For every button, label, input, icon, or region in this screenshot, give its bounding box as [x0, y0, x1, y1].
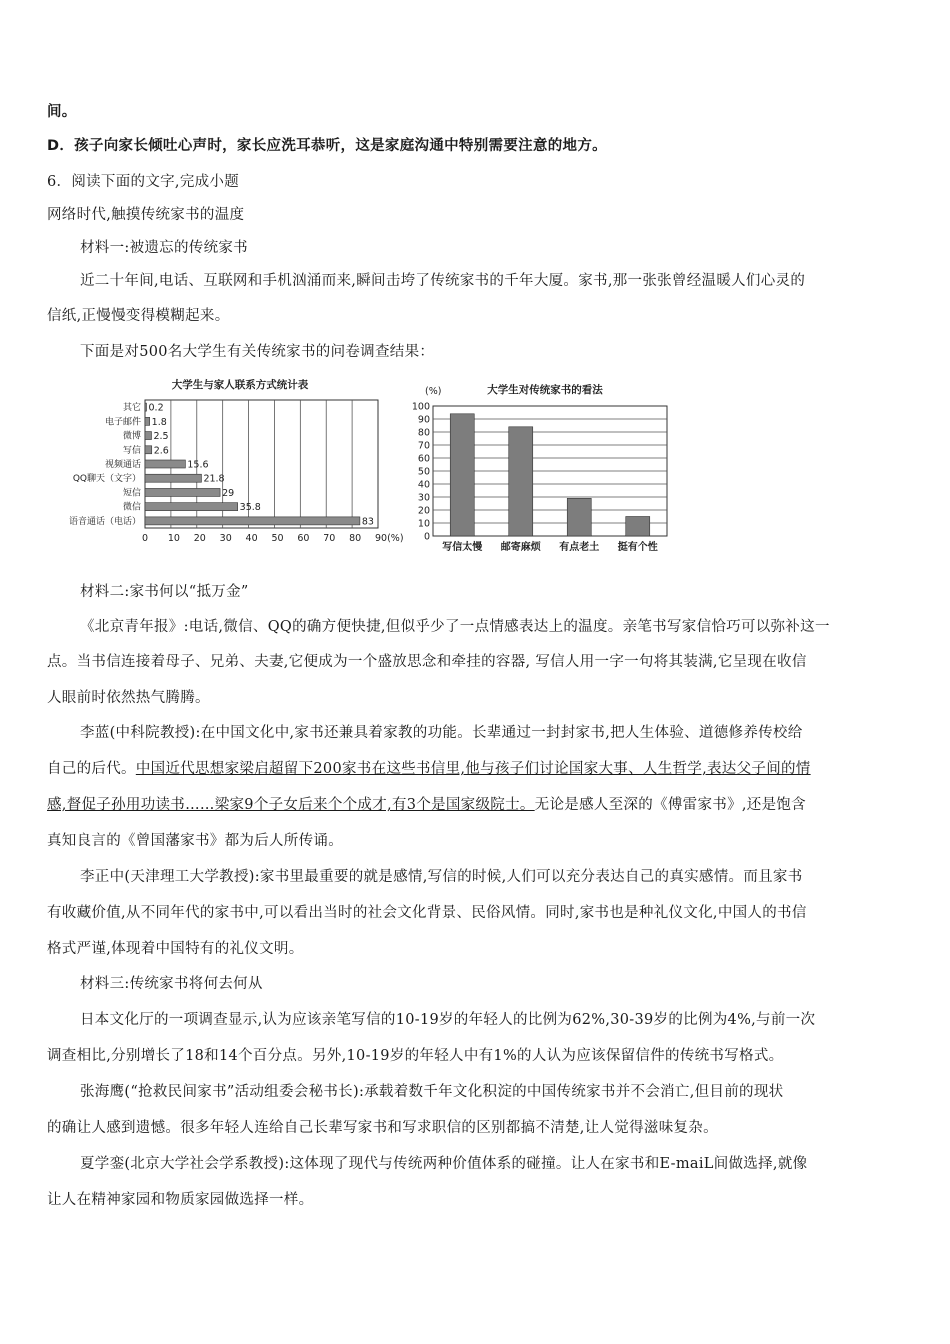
bar — [145, 474, 201, 482]
data-label: 29 — [222, 487, 235, 499]
x-tick-label: 20 — [193, 533, 206, 544]
y-tick-label: 60 — [417, 453, 430, 465]
material2-para-line — [47, 795, 907, 815]
y-axis-label: (%) — [425, 386, 442, 397]
category-label: 其它 — [122, 403, 141, 414]
bar — [626, 517, 650, 537]
bar — [145, 417, 150, 425]
bar — [145, 517, 360, 525]
x-tick-label: 60 — [297, 533, 310, 544]
material2-para-line: 真知良言的《曾国藩家书》都为后人所传诵。 — [47, 833, 343, 849]
bar — [450, 414, 474, 536]
bar — [145, 503, 238, 511]
x-tick-label: 0 — [142, 533, 149, 544]
x-tick-label: 10 — [167, 533, 180, 544]
material2-heading: 材料二:家书何以“抵万金” — [80, 584, 249, 600]
material2-para-line: 点。当书信连接着母子、兄弟、夫妻,它便成为一个盛放思念和牵挂的容器, 写信人用一字一句将其装满,它呈现在收信 — [47, 654, 807, 670]
underlined-text: 感,督促子孙用功读书……梁家9个子女后来个个成才,有3个是国家级院士。 — [47, 797, 535, 813]
bar — [145, 432, 151, 440]
data-label: 83 — [361, 516, 374, 528]
material2-para-line — [47, 759, 907, 779]
material1-heading: 材料一:被遗忘的传统家书 — [80, 240, 248, 256]
bar — [145, 460, 185, 468]
category-label: 写信太慢 — [442, 542, 483, 553]
plain-text: 无论是感人至深的《傅雷家书》,还是饱含 — [534, 797, 806, 813]
bar — [145, 403, 147, 411]
material2-para-line: 人眼前时依然热气腾腾。 — [47, 690, 210, 706]
x-tick-label: 30 — [219, 533, 232, 544]
category-label: 写信 — [122, 445, 141, 456]
material1-para-line: 信纸,正慢慢变得模糊起来。 — [47, 308, 230, 324]
material2-para-line: 有收藏价值,从不同年代的家书中,可以看出当时的社会文化背景、民俗风情。同时,家书也是种礼仪文化,中国人的书信 — [47, 905, 807, 921]
category-label: 微信 — [122, 502, 141, 513]
x-tick-label: 40 — [245, 533, 258, 544]
material1-para-line: 近二十年间,电话、互联网和手机汹涌而来,瞬间击垮了传统家书的千年大厦。家书,那一张张曾经温暖人们心灵的 — [80, 273, 806, 289]
bar — [145, 488, 220, 496]
question-title: 6．阅读下面的文字,完成小题 — [47, 174, 240, 190]
opinion-chart — [405, 378, 680, 556]
x-tick-label: 70 — [323, 533, 336, 544]
x-tick-label: 90(%) — [375, 533, 404, 544]
y-tick-label: 50 — [417, 466, 430, 478]
category-label: 微博 — [122, 431, 141, 442]
data-label: 21.8 — [203, 473, 225, 485]
material3-para-line: 调查相比,分别增长了18和14个百分点。另外,10-19岁的年轻人中有1%的人认为应该保留信件的传统书写格式。 — [47, 1048, 784, 1064]
material3-para-line: 日本文化厅的一项调查显示,认为应该亲笔写信的10-19岁的年轻人的比例为62%,30-39岁的比例为4%,与前一次 — [80, 1012, 816, 1028]
data-label: 1.8 — [151, 416, 167, 428]
bar — [567, 498, 591, 536]
y-tick-label: 30 — [417, 492, 430, 504]
material2-para-line: 李正中(天津理工大学教授):家书里最重要的就是感情,写信的时候,人们可以充分表达自己的真实感情。而且家书 — [80, 869, 803, 885]
category-label: QQ聊天（文字） — [72, 474, 141, 485]
material2-para-line: 格式严谨,体现着中国特有的礼仪文明。 — [47, 941, 304, 957]
material3-para-line: 的确让人感到遗憾。很多年轻人连给自己长辈写家书和写求职信的区别都搞不清楚,让人觉得滋味复杂。 — [47, 1120, 718, 1136]
data-label: 2.6 — [153, 445, 169, 457]
survey-intro: 下面是对500名大学生有关传统家书的问卷调查结果： — [80, 344, 435, 360]
material3-heading: 材料三:传统家书将何去何从 — [80, 976, 263, 992]
data-label: 15.6 — [187, 459, 209, 471]
material2-para-line: 李蓝(中科院教授):在中国文化中,家书还兼具着家教的功能。长辈通过一封封家书,把人生体验、道德修养传校给 — [80, 725, 803, 741]
y-tick-label: 20 — [417, 505, 430, 517]
y-tick-label: 10 — [417, 518, 430, 530]
bar — [509, 427, 533, 536]
category-label: 电子邮件 — [104, 417, 141, 428]
underlined-text: 中国近代思想家梁启超留下200家书在这些书信里,他与孩子们讨论国家大事、人生哲学,表达父子间的情 — [135, 761, 811, 777]
data-label: 2.5 — [153, 431, 169, 443]
material3-para-line: 让人在精神家园和物质家园做选择一样。 — [47, 1192, 314, 1208]
plain-text: 自己的后代。 — [47, 761, 136, 777]
option-d: D．孩子向家长倾吐心声时，家长应洗耳恭听，这是家庭沟通中特别需要注意的地方。 — [47, 138, 607, 154]
y-tick-label: 70 — [417, 440, 430, 452]
x-tick-label: 80 — [349, 533, 362, 544]
material3-para-line: 张海鹰(“抢救民间家书”活动组委会秘书长):承载着数千年文化积淀的中国传统家书并不会消亡,但目前的现状 — [80, 1084, 784, 1100]
y-tick-label: 100 — [411, 401, 430, 413]
material2-para-line: 《北京青年报》:电话,微信、QQ的确方便快捷,但似乎少了一点情感表达上的温度。亲笔书写家信恰巧可以弥补这一 — [80, 619, 830, 635]
material3-para-line: 夏学銮(北京大学社会学系教授):这体现了现代与传统两种价值体系的碰撞。让人在家书和E-maiL间做选择,就像 — [80, 1156, 808, 1172]
contact-methods-chart — [40, 372, 410, 552]
category-label: 有点老土 — [559, 542, 600, 553]
category-label: 视频通话 — [104, 460, 141, 470]
category-label: 短信 — [122, 488, 141, 499]
category-label: 语音通话（电话） — [68, 516, 141, 527]
category-label: 邮寄麻烦 — [500, 542, 541, 553]
y-tick-label: 80 — [417, 427, 430, 439]
article-title: 网络时代,触摸传统家书的温度 — [47, 207, 245, 223]
previous-option-tail: 间。 — [47, 104, 77, 120]
y-tick-label: 40 — [417, 479, 430, 491]
chart-title: 大学生对传统家书的看法 — [487, 384, 603, 396]
category-label: 挺有个性 — [617, 542, 658, 553]
y-tick-label: 90 — [417, 414, 430, 426]
y-tick-label: 0 — [423, 531, 430, 543]
data-label: 0.2 — [148, 402, 164, 414]
bar — [145, 446, 152, 454]
data-label: 35.8 — [239, 502, 261, 514]
chart-title: 大学生与家人联系方式统计表 — [171, 379, 309, 391]
x-tick-label: 50 — [271, 533, 284, 544]
